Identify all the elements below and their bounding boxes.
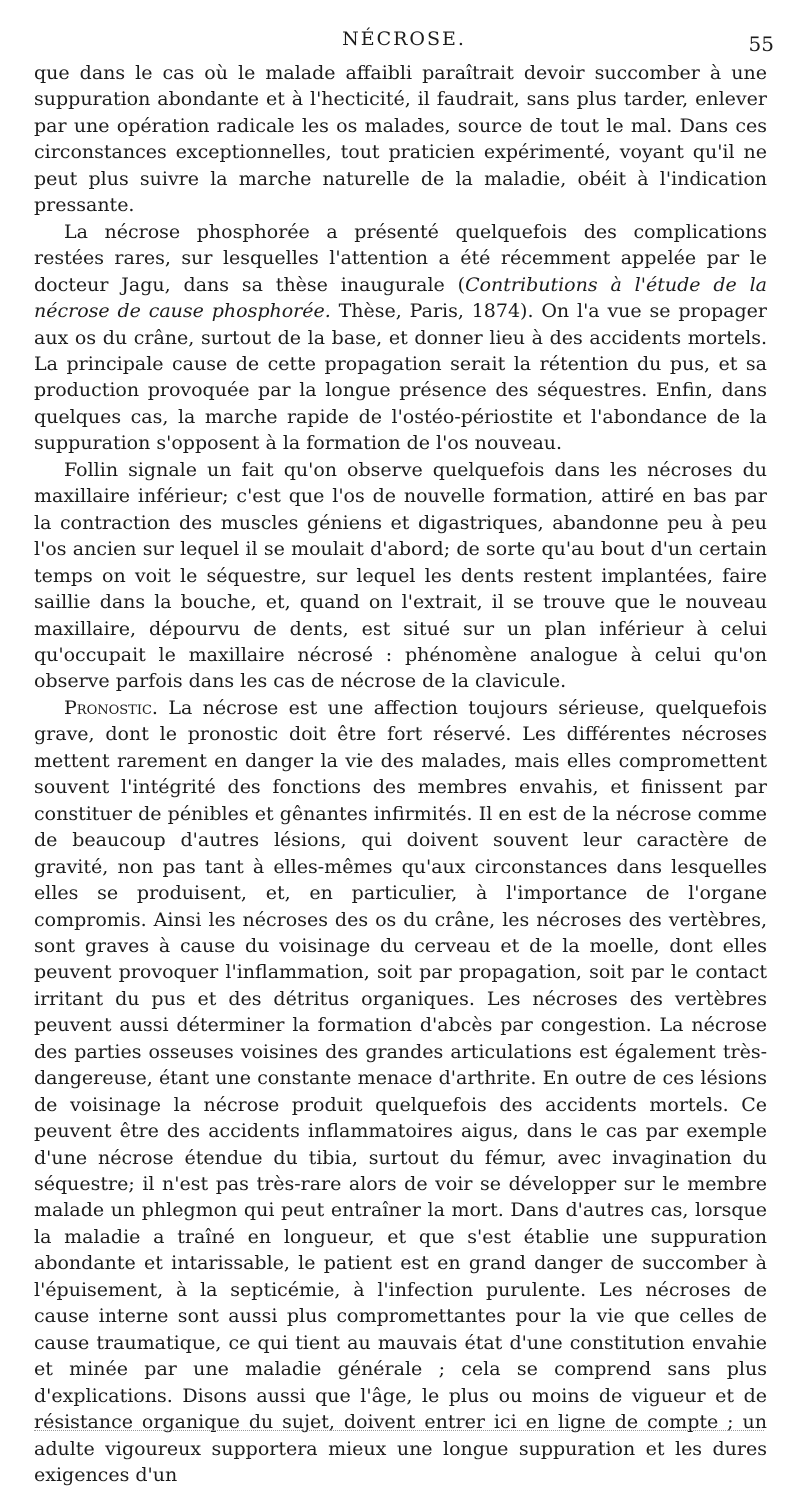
running-title: NÉCROSE. [342,28,466,50]
paragraph-continuation [34,60,767,219]
section-heading-pronostic: Pronostic. [64,696,158,719]
paragraph-text: que dans le cas où le malade affaibli paraîtrait devoir succomber à une suppuration abondante et à l'hecticité, il faudrait, sans plus tarder, enlever par une opération radicale les os malades, source de tout le mal. Dans ces circonstances exceptionnelles, tout praticien expérimenté, voyant qu'il ne peut plus suivre la marche naturelle de la maladie, obéit à l'indication pressante. [34,62,767,217]
thesis-citation: Contributions à l'étude de la nécrose de cause phosphorée. [34,273,767,323]
paragraph-text: Follin signale un fait qu'on observe quelquefois dans les nécroses du maxillaire inférieur; c'est que l'os de nouvelle formation, attiré en bas par la contraction des muscles géniens et digastriques, abandonne peu à peu l'os ancien sur lequel il se moulait d'abord; de sorte qu'au bout d'un certain temps on voit le séquestre, sur lequel les dents restent implantées, faire saillie dans la bouche, et, quand on l'extrait, il se trouve que le nouveau maxillaire, dépourvu de dents, est situé sur un plan inférieur à celui qu'occupait le maxillaire nécrosé : phénomène analogue à celui qu'on observe parfois dans les cas de nécrose de la clavicule. [34,458,767,693]
body-text [34,60,767,1488]
paragraph-follin [34,457,767,695]
paragraph-text-before-citation: La nécrose phosphorée a présenté quelquefois des complications restées rares, sur lesquelles l'attention a été récemment appelée par le docteur Jagu, dans sa thèse inaugurale ( [34,220,767,296]
bottom-dotted-rule [34,1430,764,1431]
paragraph-prognosis [34,695,767,1488]
paragraph-text: La nécrose est une affection toujours sérieuse, quelquefois grave, dont le pronostic doit être fort réservé. Les différentes nécroses mettent rarement en danger la vie des malades, mais elles compromettent souvent l'intégrité des fonctions des membres envahis, et finissent par constituer de pénibles et gênantes infirmités. Il en est de la nécrose comme de beaucoup d'autres lésions, qui doivent souvent leur caractère de gravité, non pas tant à elles-mêmes qu'aux circonstances dans lesquelles elles se produisent, et, en particulier, à l'importance de l'organe compromis. Ainsi les nécroses des os du crâne, les nécroses des vertèbres, sont graves à cause du voisinage du cerveau et de la moelle, dont elles peuvent provoquer l'inflammation, soit par propagation, soit par le contact irritant du pus et des détritus organiques. Les nécroses des vertèbres peuvent aussi déterminer la formation d'abcès par congestion. La nécrose des parties osseuses voisines des grandes articulations est également très-dangereuse, étant une constante menace d'arthrite. En outre de ces lésions de voisinage la nécrose produit quelquefois des accidents mortels. Ce peuvent être des accidents inflammatoires aigus, dans le cas par exemple d'une nécrose étendue du tibia, surtout du fémur, avec invagination du séquestre; il n'est pas très-rare alors de voir se développer sur le membre malade un phlegmon qui peut entraîner la mort. Dans d'autres cas, lorsque la maladie a traîné en longueur, et que s'est établie une suppuration abondante et intarissable, le patient est en grand danger de succomber à l'épuisement, à la septicémie, à l'infection purulente. Les nécroses de cause interne sont aussi plus compromettantes pour la vie que celles de cause traumatique, ce qui tient au mauvais état d'une constitution envahie et minée par une maladie générale ; cela se comprend sans plus d'explications. Disons aussi que l'âge, le plus ou moins de vigueur et de résistance organique du sujet, doivent entrer ici en ligne de compte ; un adulte vigoureux supportera mieux une longue suppuration et les dures exigences d'un [34,696,767,1487]
paragraph-phosphorus-necrosis [34,219,767,457]
running-head [34,24,774,56]
paragraph-text-after-citation: Thèse, Paris, 1874). On l'a vue se propager aux os du crâne, surtout de la base, et donner lieu à des accidents mortels. La principale cause de cette propagation serait la rétention du pus, et sa production provoquée par la longue présence des séquestres. Enfin, dans quelques cas, la marche rapide de l'ostéo-périostite et l'abondance de la suppuration s'opposent à la formation de l'os nouveau. [34,300,767,455]
page-number: 55 [748,32,774,56]
